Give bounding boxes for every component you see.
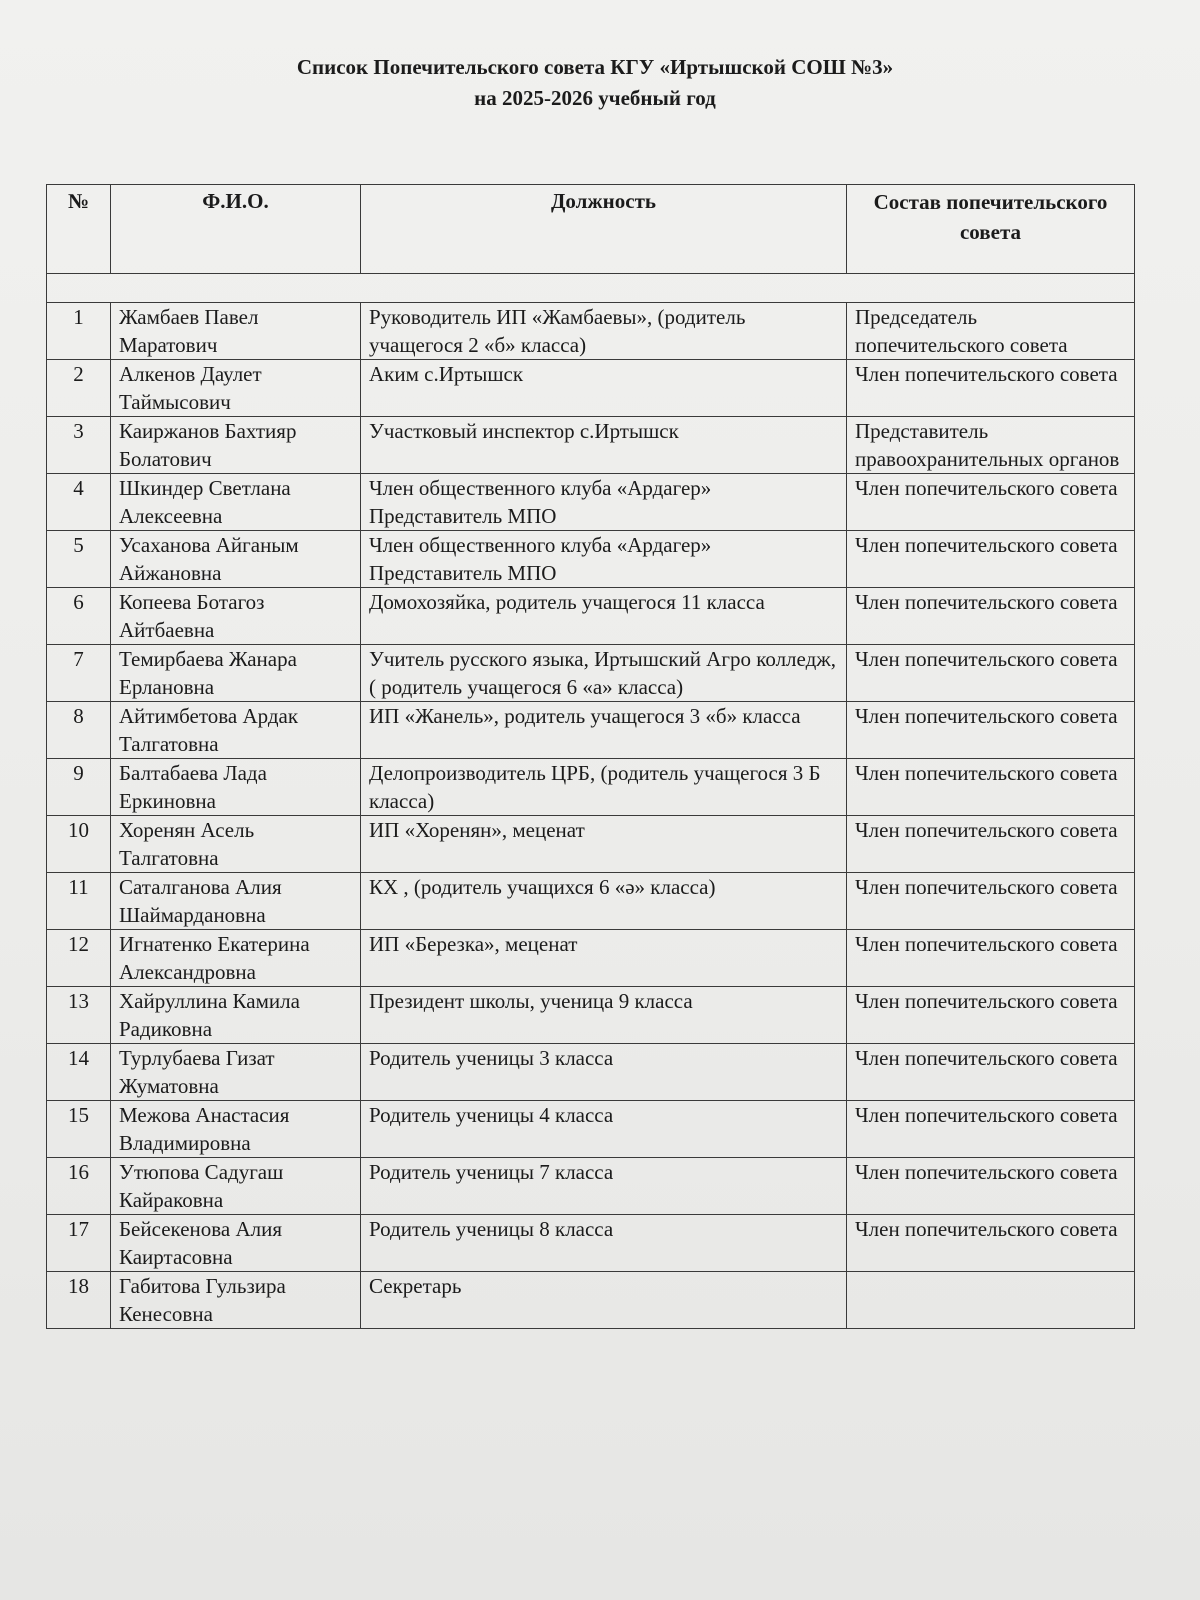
- header-name: Ф.И.О.: [111, 185, 361, 274]
- row-name: Габитова Гульзира Кенесовна: [111, 1272, 361, 1329]
- row-position: Президент школы, ученица 9 класса: [361, 987, 847, 1044]
- row-role: Председатель попечительского совета: [847, 303, 1135, 360]
- row-position: Родитель ученицы 3 класса: [361, 1044, 847, 1101]
- row-position: Секретарь: [361, 1272, 847, 1329]
- empty-spacer-row: [47, 274, 1135, 303]
- row-number: 9: [47, 759, 111, 816]
- row-position: Родитель ученицы 4 класса: [361, 1101, 847, 1158]
- row-number: 16: [47, 1158, 111, 1215]
- row-number: 14: [47, 1044, 111, 1101]
- table-row: [47, 873, 1135, 930]
- row-role: Член попечительского совета: [847, 930, 1135, 987]
- row-number: 10: [47, 816, 111, 873]
- table-row: [47, 930, 1135, 987]
- row-role: Член попечительского совета: [847, 531, 1135, 588]
- row-role: Представитель правоохранительных органов: [847, 417, 1135, 474]
- row-name: Темирбаева Жанара Ерлановна: [111, 645, 361, 702]
- row-number: 7: [47, 645, 111, 702]
- row-role: [847, 1272, 1135, 1329]
- row-number: 17: [47, 1215, 111, 1272]
- row-number: 3: [47, 417, 111, 474]
- row-number: 1: [47, 303, 111, 360]
- row-position: Учитель русского языка, Иртышский Агро колледж, ( родитель учащегося 6 «а» класса): [361, 645, 847, 702]
- row-name: Утюпова Садугаш Кайраковна: [111, 1158, 361, 1215]
- table-row: [47, 987, 1135, 1044]
- table-row: [47, 417, 1135, 474]
- row-position: Аким с.Иртышск: [361, 360, 847, 417]
- row-role: Член попечительского совета: [847, 759, 1135, 816]
- header-position: Должность: [361, 185, 847, 274]
- row-position: Член общественного клуба «Ардагер» Представитель МПО: [361, 474, 847, 531]
- row-role: Член попечительского совета: [847, 1044, 1135, 1101]
- row-number: 18: [47, 1272, 111, 1329]
- row-name: Копеева Ботагоз Айтбаевна: [111, 588, 361, 645]
- table-row: [47, 1215, 1135, 1272]
- row-role: Член попечительского совета: [847, 474, 1135, 531]
- header-number: №: [47, 185, 111, 274]
- table-header-row: [47, 185, 1135, 274]
- row-role: Член попечительского совета: [847, 816, 1135, 873]
- row-name: Игнатенко Екатерина Александровна: [111, 930, 361, 987]
- row-position: ИП «Хоренян», меценат: [361, 816, 847, 873]
- row-name: Бейсекенова Алия Каиртасовна: [111, 1215, 361, 1272]
- row-name: Жамбаев Павел Маратович: [111, 303, 361, 360]
- row-name: Хоренян Асель Талгатовна: [111, 816, 361, 873]
- row-position: Родитель ученицы 7 класса: [361, 1158, 847, 1215]
- row-name: Хайруллина Камила Радиковна: [111, 987, 361, 1044]
- table-row: [47, 303, 1135, 360]
- row-number: 15: [47, 1101, 111, 1158]
- row-number: 12: [47, 930, 111, 987]
- row-position: КХ , (родитель учащихся 6 «ә» класса): [361, 873, 847, 930]
- row-position: Член общественного клуба «Ардагер» Представитель МПО: [361, 531, 847, 588]
- row-position: ИП «Жанель», родитель учащегося 3 «б» класса: [361, 702, 847, 759]
- row-position: Участковый инспектор с.Иртышск: [361, 417, 847, 474]
- row-position: Руководитель ИП «Жамбаевы», (родитель учащегося 2 «б» класса): [361, 303, 847, 360]
- council-table: [46, 184, 1135, 1329]
- row-role: Член попечительского совета: [847, 1101, 1135, 1158]
- table-row: [47, 531, 1135, 588]
- row-name: Усаханова Айганым Айжановна: [111, 531, 361, 588]
- row-name: Межова Анастасия Владимировна: [111, 1101, 361, 1158]
- row-role: Член попечительского совета: [847, 588, 1135, 645]
- row-role: Член попечительского совета: [847, 1158, 1135, 1215]
- row-name: Алкенов Даулет Таймысович: [111, 360, 361, 417]
- table-row: [47, 702, 1135, 759]
- table-row: [47, 816, 1135, 873]
- table-row: [47, 1158, 1135, 1215]
- row-number: 8: [47, 702, 111, 759]
- row-name: Саталганова Алия Шаймардановна: [111, 873, 361, 930]
- table-row: [47, 1044, 1135, 1101]
- row-role: Член попечительского совета: [847, 1215, 1135, 1272]
- table-row: [47, 360, 1135, 417]
- row-name: Шкиндер Светлана Алексеевна: [111, 474, 361, 531]
- table-row: [47, 588, 1135, 645]
- table-row: [47, 474, 1135, 531]
- row-name: Каиржанов Бахтияр Болатович: [111, 417, 361, 474]
- table-row: [47, 1101, 1135, 1158]
- row-role: Член попечительского совета: [847, 873, 1135, 930]
- table-row: [47, 1272, 1135, 1329]
- row-number: 4: [47, 474, 111, 531]
- row-name: Балтабаева Лада Еркиновна: [111, 759, 361, 816]
- empty-spacer-cell: [47, 274, 1135, 303]
- row-role: Член попечительского совета: [847, 987, 1135, 1044]
- title-line-1: Список Попечительского совета КГУ «Иртышской СОШ №3»: [296, 55, 894, 79]
- table-row: [47, 759, 1135, 816]
- row-position: Родитель ученицы 8 класса: [361, 1215, 847, 1272]
- row-position: Домохозяйка, родитель учащегося 11 класса: [361, 588, 847, 645]
- table-row: [47, 645, 1135, 702]
- row-name: Айтимбетова Ардак Талгатовна: [111, 702, 361, 759]
- header-composition: Состав попечительского совета: [847, 185, 1135, 274]
- row-number: 11: [47, 873, 111, 930]
- row-role: Член попечительского совета: [847, 645, 1135, 702]
- row-number: 6: [47, 588, 111, 645]
- row-role: Член попечительского совета: [847, 360, 1135, 417]
- row-number: 13: [47, 987, 111, 1044]
- row-name: Турлубаева Гизат Жуматовна: [111, 1044, 361, 1101]
- row-position: ИП «Березка», меценат: [361, 930, 847, 987]
- document-title: [0, 52, 1190, 114]
- row-number: 2: [47, 360, 111, 417]
- row-role: Член попечительского совета: [847, 702, 1135, 759]
- row-position: Делопроизводитель ЦРБ, (родитель учащегося 3 Б класса): [361, 759, 847, 816]
- table-body: [47, 274, 1135, 1329]
- row-number: 5: [47, 531, 111, 588]
- title-line-2: на 2025-2026 учебный год: [474, 86, 716, 110]
